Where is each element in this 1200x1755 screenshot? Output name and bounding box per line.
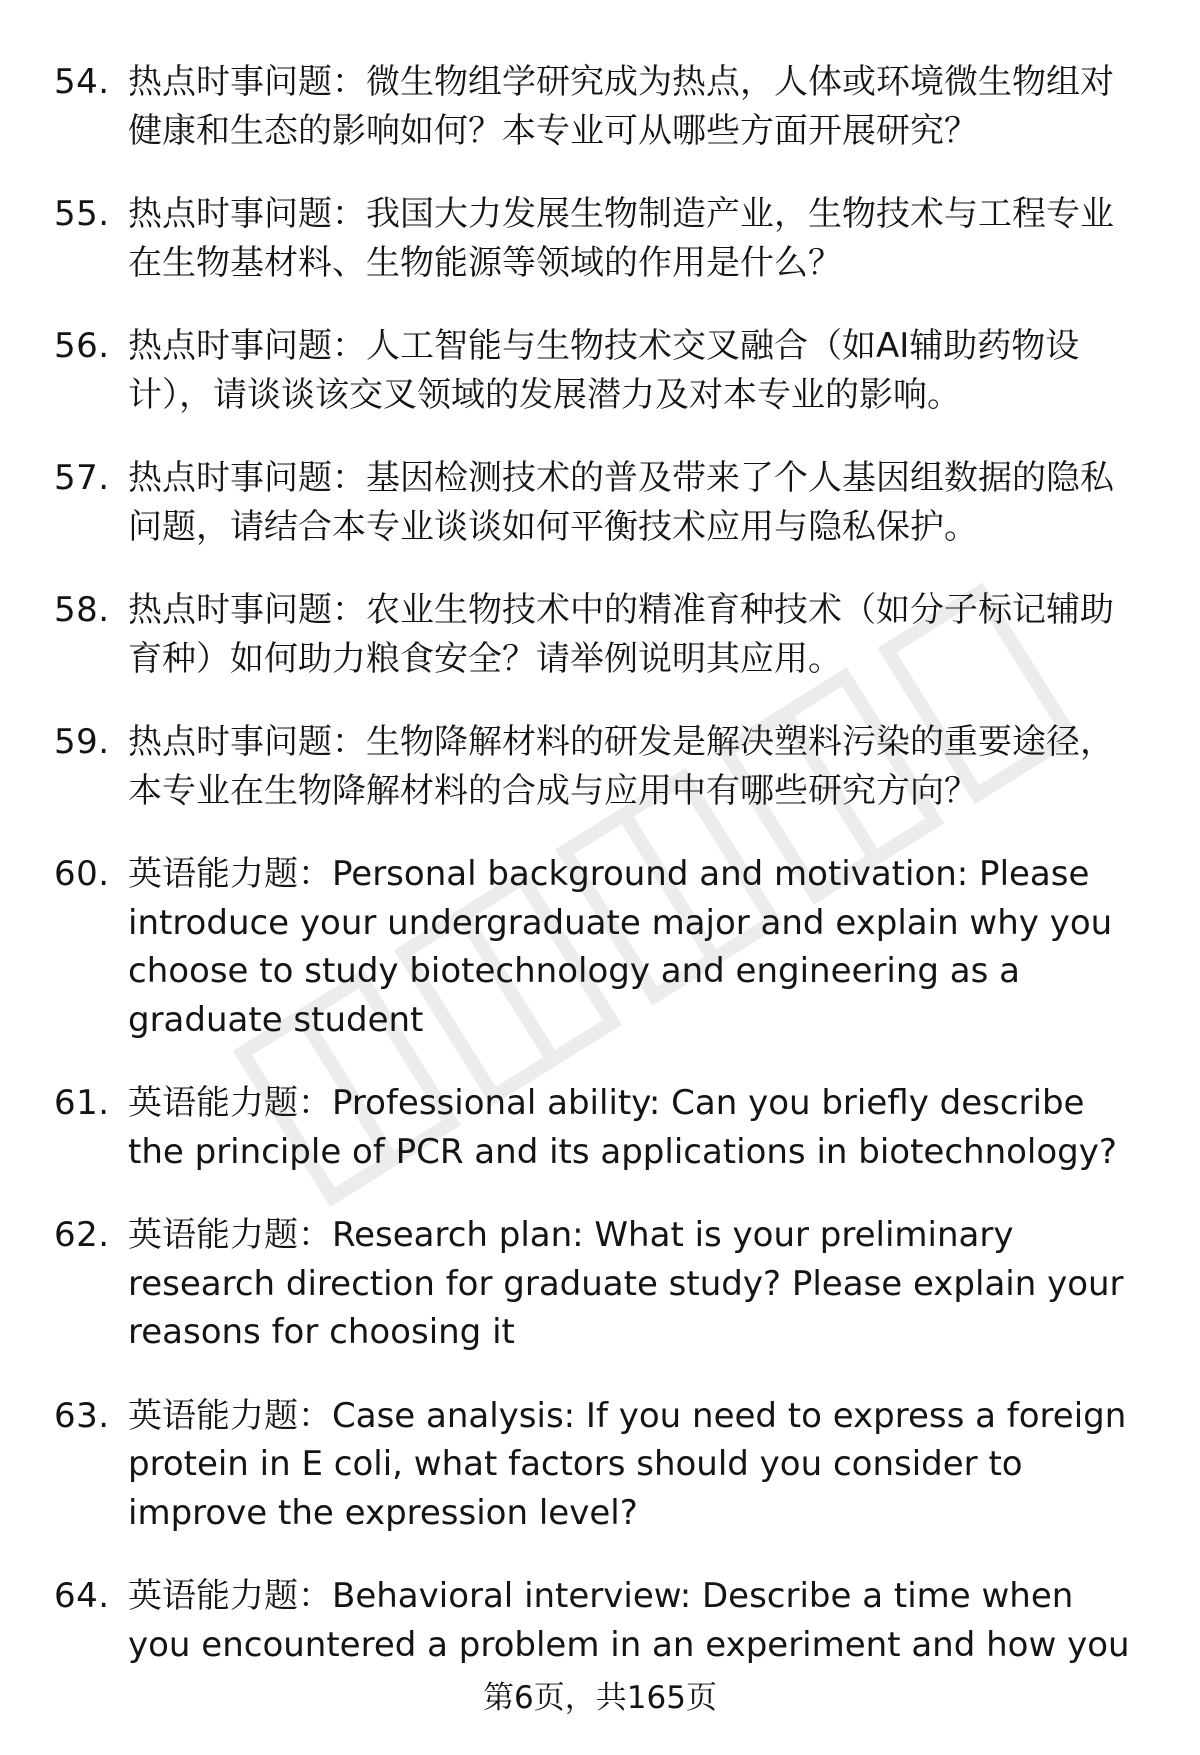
question-text: 热点时事问题：我国大力发展生物制造产业，生物技术与工程专业在生物基材料、生物能源等领域的作用是什么？ (128, 194, 1114, 283)
question-item (0, 718, 1200, 815)
question-text: 热点时事问题：生物降解材料的研发是解决塑料污染的重要途径，本专业在生物降解材料的合成与应用中有哪些研究方向？ (128, 722, 1114, 811)
question-number: 56. (54, 326, 110, 366)
question-item (0, 58, 1200, 155)
question-item (0, 1572, 1200, 1669)
question-number: 54. (54, 62, 110, 102)
question-list (0, 58, 1200, 1669)
question-item (0, 1079, 1200, 1176)
question-text: 热点时事问题：微生物组学研究成为热点，人体或环境微生物组对健康和生态的影响如何？本专业可从哪些方面开展研究？ (128, 62, 1114, 151)
question-item (0, 850, 1200, 1044)
question-item (0, 1392, 1200, 1538)
question-text: 热点时事问题：基因检测技术的普及带来了个人基因组数据的隐私问题，请结合本专业谈谈如何平衡技术应用与隐私保护。 (128, 458, 1114, 547)
question-text: 热点时事问题：人工智能与生物技术交叉融合（如AI辅助药物设计），请谈谈该交叉领域的发展潜力及对本专业的影响。 (128, 326, 1080, 415)
question-text: 英语能力题：Professional ability: Can you briefly describe the principle of PCR and its applications in biotechnology? (128, 1083, 1117, 1172)
question-item (0, 586, 1200, 683)
question-number: 57. (54, 458, 110, 498)
question-item (0, 1211, 1200, 1357)
question-text: 热点时事问题：农业生物技术中的精准育种技术（如分子标记辅助育种）如何助力粮食安全？请举例说明其应用。 (128, 590, 1114, 679)
question-number: 59. (54, 722, 110, 762)
question-number: 64. (54, 1576, 110, 1616)
question-number: 63. (54, 1395, 110, 1436)
question-item (0, 322, 1200, 419)
question-item (0, 454, 1200, 551)
question-text: 英语能力题：Case analysis: If you need to express a foreign protein in E coli, what factors should you consider to improve the expression level? (128, 1395, 1127, 1533)
question-text: 英语能力题：Research plan: What is your preliminary research direction for graduate study? Please explain your reasons for choosing it (128, 1215, 1124, 1352)
question-number: 60. (54, 854, 110, 894)
question-number: 58. (54, 590, 110, 630)
question-number: 55. (54, 194, 110, 234)
question-item (0, 190, 1200, 287)
question-number: 62. (54, 1215, 110, 1255)
question-number: 61. (54, 1083, 110, 1123)
question-text: 英语能力题：Personal background and motivation: Please introduce your undergraduate major and explain why you choose to study biotechnology and engineering as a graduate student (128, 854, 1113, 1040)
question-text: 英语能力题：Behavioral interview: Describe a time when you encountered a problem in an experiment and how you (128, 1576, 1130, 1665)
page-number-footer: 第6页，共165页 (483, 1680, 717, 1716)
